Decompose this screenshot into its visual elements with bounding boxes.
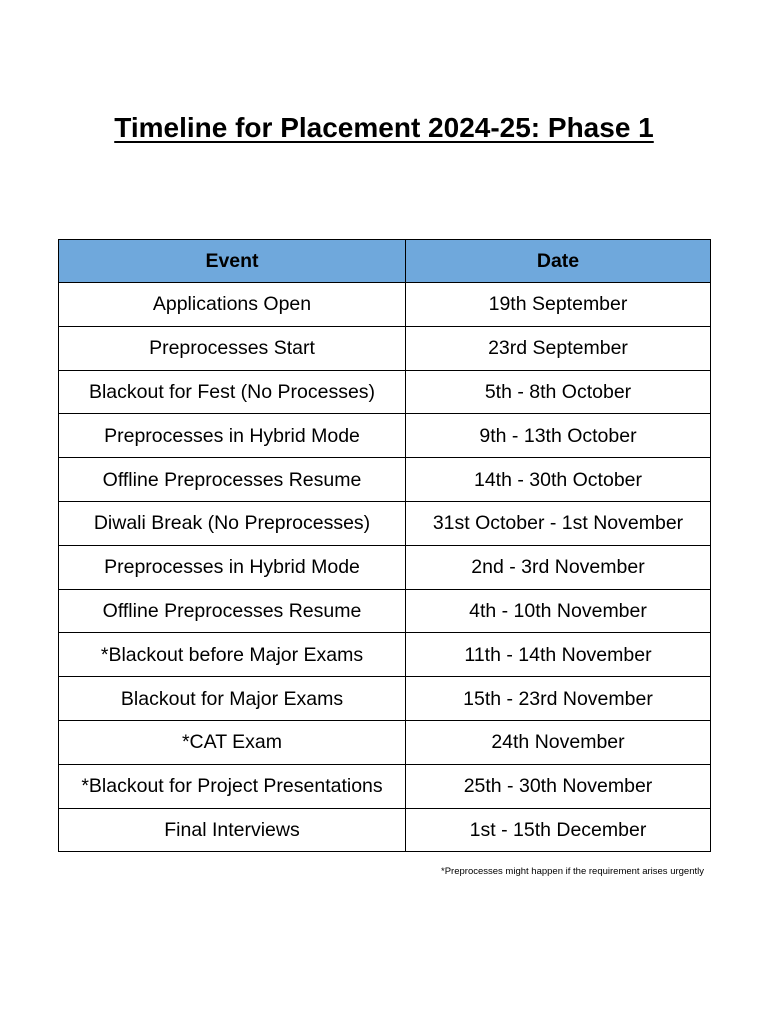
table-header-row (59, 240, 711, 283)
event-cell: Preprocesses Start (59, 326, 406, 370)
date-cell: 11th - 14th November (406, 633, 711, 677)
table-row (59, 720, 711, 764)
event-cell: Preprocesses in Hybrid Mode (59, 414, 406, 458)
event-cell: *CAT Exam (59, 720, 406, 764)
table-row (59, 501, 711, 545)
table-row (59, 283, 711, 327)
table-row (59, 808, 711, 852)
event-cell: Preprocesses in Hybrid Mode (59, 545, 406, 589)
date-cell: 2nd - 3rd November (406, 545, 711, 589)
date-cell: 24th November (406, 720, 711, 764)
event-cell: Blackout for Major Exams (59, 677, 406, 721)
date-cell: 5th - 8th October (406, 370, 711, 414)
table-row (59, 458, 711, 502)
table-row (59, 370, 711, 414)
column-header-event: Event (59, 240, 406, 283)
event-cell: *Blackout for Project Presentations (59, 764, 406, 808)
date-cell: 15th - 23rd November (406, 677, 711, 721)
event-cell: Offline Preprocesses Resume (59, 589, 406, 633)
event-cell: Offline Preprocesses Resume (59, 458, 406, 502)
column-header-date: Date (406, 240, 711, 283)
timeline-table (58, 239, 711, 852)
event-cell: Final Interviews (59, 808, 406, 852)
date-cell: 19th September (406, 283, 711, 327)
date-cell: 14th - 30th October (406, 458, 711, 502)
table-row (59, 545, 711, 589)
date-cell: 1st - 15th December (406, 808, 711, 852)
event-cell: Applications Open (59, 283, 406, 327)
table-row (59, 414, 711, 458)
event-cell: Diwali Break (No Preprocesses) (59, 501, 406, 545)
date-cell: 31st October - 1st November (406, 501, 711, 545)
date-cell: 25th - 30th November (406, 764, 711, 808)
date-cell: 23rd September (406, 326, 711, 370)
table-row (59, 633, 711, 677)
table-row (59, 589, 711, 633)
footnote: *Preprocesses might happen if the requirement arises urgently (441, 866, 704, 877)
event-cell: Blackout for Fest (No Processes) (59, 370, 406, 414)
table-row (59, 677, 711, 721)
event-cell: *Blackout before Major Exams (59, 633, 406, 677)
date-cell: 9th - 13th October (406, 414, 711, 458)
date-cell: 4th - 10th November (406, 589, 711, 633)
page-title: Timeline for Placement 2024-25: Phase 1 (114, 112, 654, 143)
table-row (59, 326, 711, 370)
table-row (59, 764, 711, 808)
